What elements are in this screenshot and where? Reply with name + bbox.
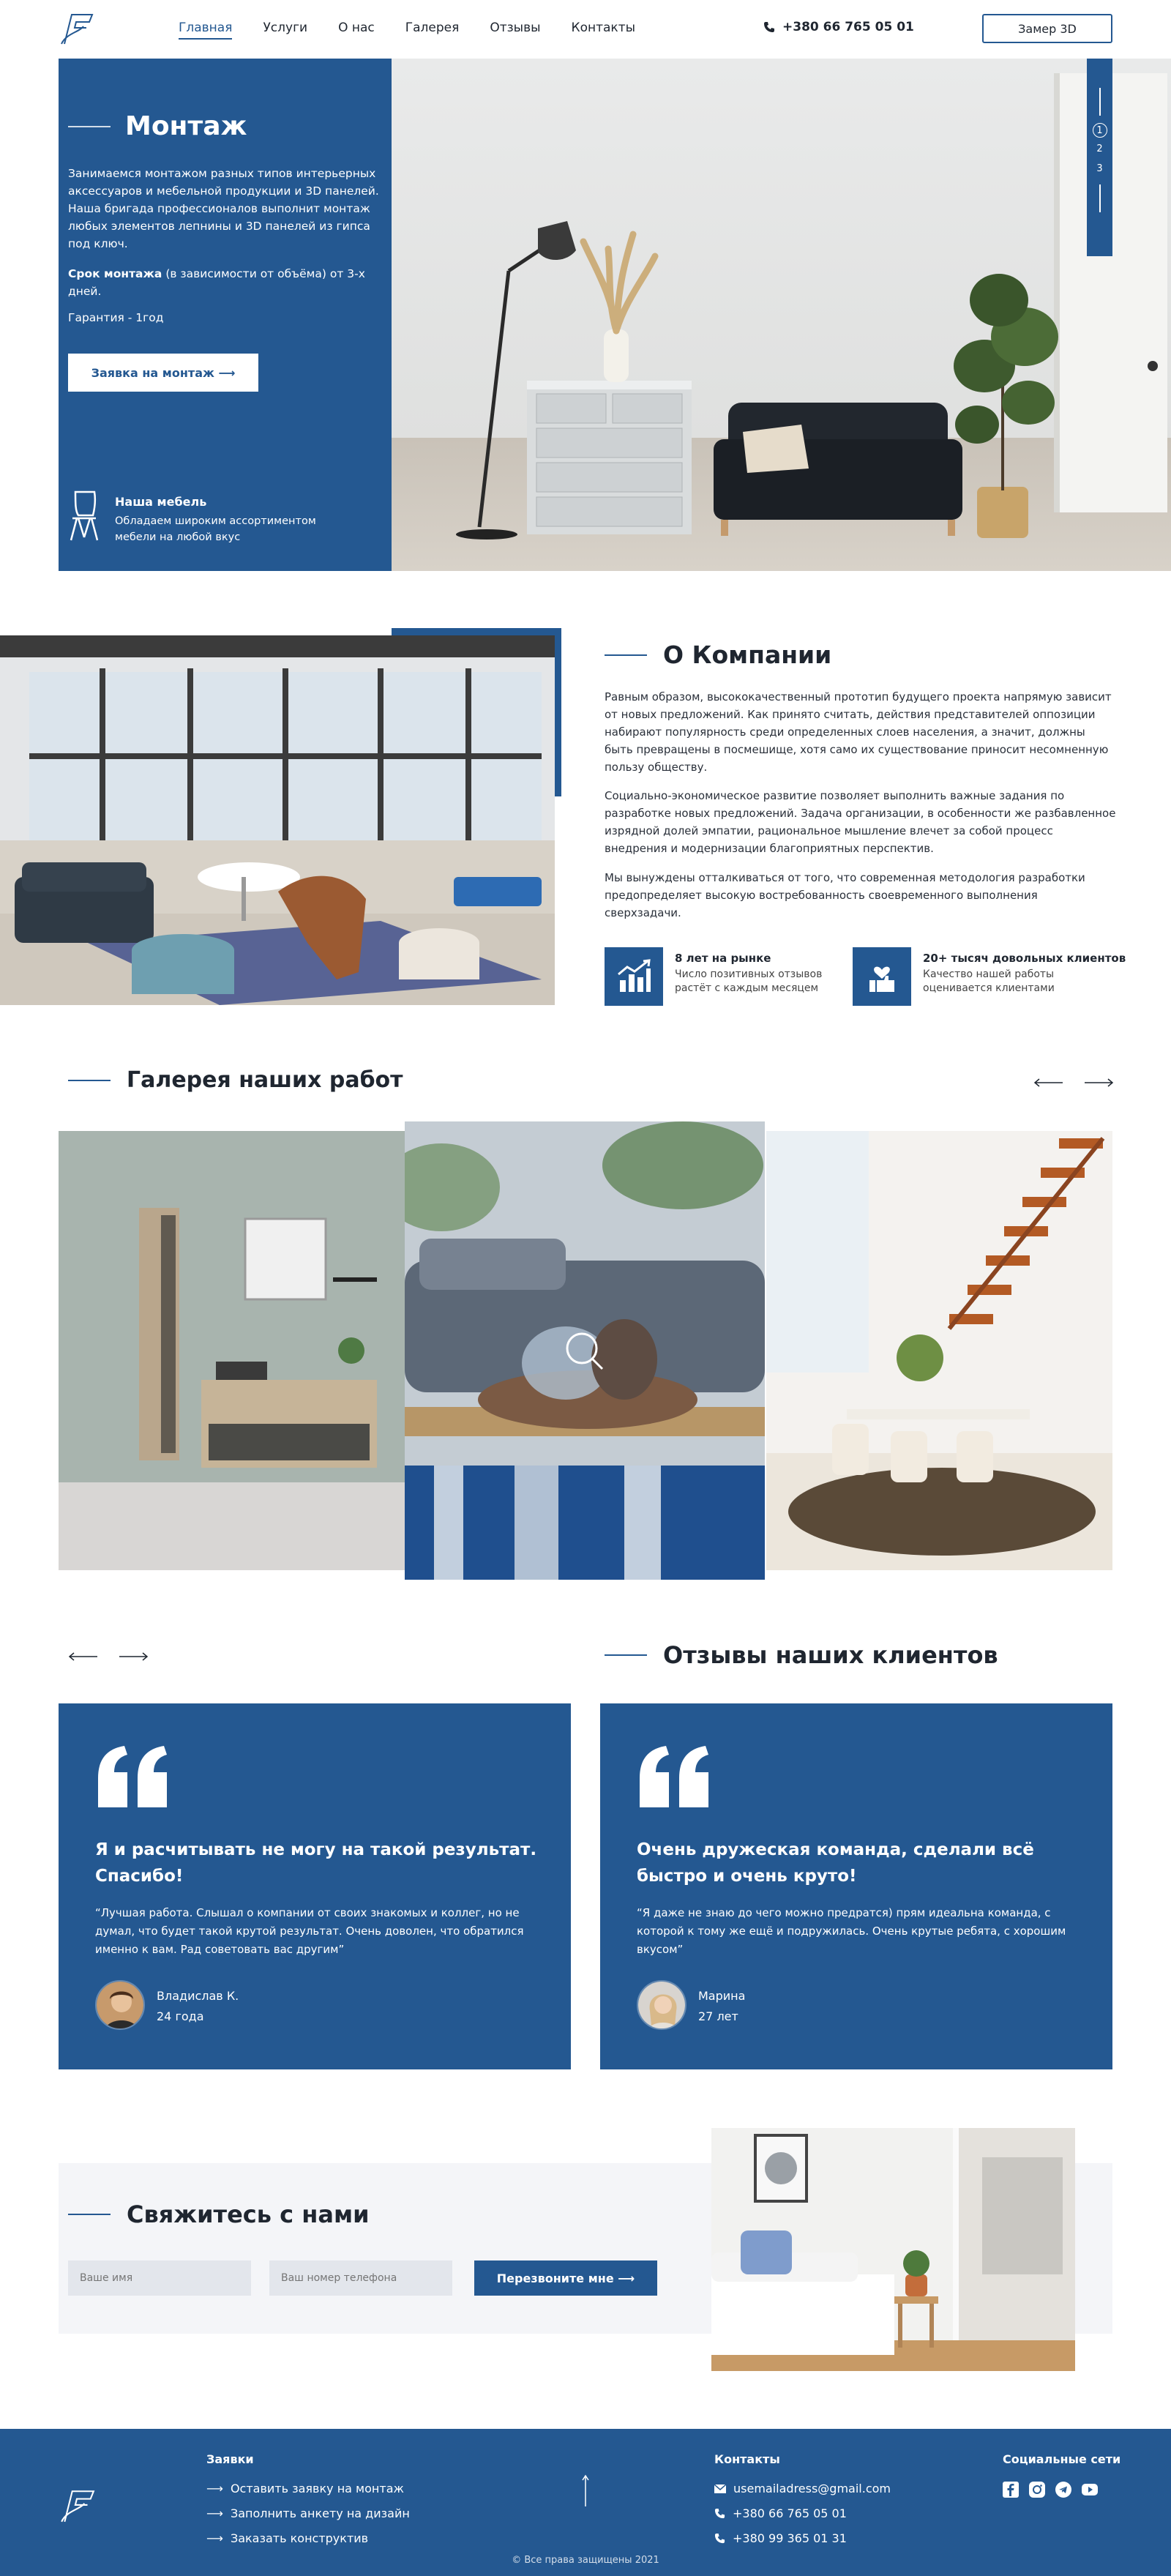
reviews-title-text: Отзывы наших клиентов bbox=[663, 1641, 998, 1669]
footer-phone[interactable] bbox=[714, 2506, 847, 2520]
gallery-item-stairs[interactable] bbox=[766, 1131, 1112, 1570]
title-line bbox=[68, 126, 111, 127]
telegram-icon[interactable] bbox=[1055, 2482, 1071, 2498]
stat-years-title: 8 лет на рынке bbox=[675, 952, 771, 965]
quote-icon bbox=[95, 1746, 170, 1807]
hero-term-rest: (в зависимости от объёма) от 3-х дней. bbox=[68, 267, 365, 298]
gallery-item-bathroom[interactable] bbox=[59, 1131, 405, 1570]
call-me-label: Перезвоните мне bbox=[496, 2271, 614, 2285]
scroll-up-icon[interactable] bbox=[581, 2474, 590, 2506]
reviewer-age: 24 года bbox=[157, 2009, 204, 2023]
title-line bbox=[68, 2214, 111, 2215]
nav-gallery[interactable]: Галерея bbox=[405, 20, 460, 35]
our-furniture-block[interactable] bbox=[68, 489, 334, 545]
mail-icon bbox=[714, 2484, 726, 2493]
slider-dot-active[interactable]: 1 bbox=[1093, 123, 1107, 138]
reviews-title bbox=[605, 1641, 998, 1669]
logo-icon[interactable] bbox=[59, 12, 95, 45]
hero-warranty: Гарантия - 1год bbox=[68, 311, 164, 324]
slider-dot-2[interactable]: 2 bbox=[1096, 143, 1103, 154]
header-phone-number: +380 66 765 05 01 bbox=[782, 20, 914, 34]
copyright: © Все права защищены 2021 bbox=[512, 2555, 659, 2566]
slider-line-top bbox=[1099, 88, 1101, 116]
hero-title bbox=[68, 111, 247, 141]
our-furniture-title: Наша мебель bbox=[115, 495, 207, 509]
phone-icon bbox=[714, 2533, 725, 2544]
about-title bbox=[605, 641, 831, 669]
review-headline: Очень дружеская команда, сделали всё быстро и очень круто! bbox=[637, 1840, 1034, 1886]
quote-icon bbox=[637, 1746, 711, 1807]
logo-icon[interactable] bbox=[59, 2487, 97, 2524]
footer-request-label: Оставить заявку на монтаж bbox=[230, 2482, 404, 2495]
instagram-icon[interactable] bbox=[1029, 2482, 1045, 2498]
footer-requests-title: Заявки bbox=[206, 2452, 254, 2466]
nav-about[interactable]: О нас bbox=[338, 20, 375, 35]
facebook-icon[interactable] bbox=[1003, 2482, 1019, 2498]
youtube-icon[interactable] bbox=[1082, 2482, 1098, 2498]
arrow-right-icon[interactable] bbox=[119, 1651, 149, 1662]
footer-email-text: usemailadress@gmail.com bbox=[733, 2482, 891, 2495]
name-input[interactable] bbox=[68, 2260, 251, 2296]
footer-email[interactable] bbox=[714, 2482, 891, 2495]
about-title-text: О Компании bbox=[663, 641, 832, 669]
arrow-right-icon: ⟶ bbox=[206, 2506, 223, 2520]
stat-years-description: Число позитивных отзывов растёт с каждым месяцем bbox=[675, 968, 823, 994]
arrow-right-icon: ⟶ bbox=[206, 2482, 223, 2495]
arrow-right-icon[interactable] bbox=[1085, 1078, 1114, 1088]
hero-interior-illustration bbox=[392, 59, 1171, 571]
header-phone[interactable] bbox=[763, 20, 914, 34]
slider-dot-3[interactable]: 3 bbox=[1096, 163, 1103, 174]
header bbox=[0, 0, 1171, 59]
hero-panel bbox=[59, 59, 392, 571]
avatar bbox=[637, 1980, 686, 2030]
stat-clients-description: Качество нашей работы оценивается клиентами bbox=[923, 968, 1055, 994]
footer bbox=[0, 2429, 1171, 2576]
phone-input[interactable] bbox=[269, 2260, 452, 2296]
stat-clients-text bbox=[923, 947, 1126, 1006]
contact-title-text: Свяжитесь с нами bbox=[127, 2200, 370, 2228]
review-card bbox=[59, 1703, 571, 2069]
footer-contacts-title: Контакты bbox=[714, 2452, 780, 2466]
title-line bbox=[605, 654, 647, 656]
stat-years-text bbox=[675, 947, 836, 1006]
footer-phone[interactable] bbox=[714, 2531, 847, 2545]
install-request-button[interactable] bbox=[68, 354, 258, 392]
hero-title-text: Монтаж bbox=[125, 111, 247, 141]
contact-photo bbox=[711, 2128, 1075, 2371]
nav-reviews[interactable]: Отзывы bbox=[490, 20, 541, 35]
gallery-title bbox=[68, 1067, 403, 1093]
title-line bbox=[68, 1080, 111, 1081]
arrow-left-icon[interactable] bbox=[68, 1651, 97, 1662]
thumbs-up-heart-icon bbox=[853, 947, 911, 1006]
nav-home[interactable]: Главная bbox=[179, 20, 232, 40]
footer-phone-text: +380 66 765 05 01 bbox=[733, 2506, 847, 2520]
hero-photo bbox=[392, 59, 1171, 571]
footer-request-link[interactable] bbox=[206, 2531, 368, 2545]
install-request-label: Заявка на монтаж bbox=[91, 365, 214, 380]
footer-phone-text: +380 99 365 01 31 bbox=[733, 2531, 847, 2545]
about-paragraph-3: Мы вынуждены отталкиваться от того, что современная методология разработки предопределяет высокую востребованность своевременного выполнения сверхзадачи. bbox=[605, 871, 1085, 919]
gallery-arrows bbox=[1033, 1078, 1114, 1088]
nav-contacts[interactable]: Контакты bbox=[571, 20, 636, 35]
about-paragraph-1: Равным образом, высококачественный прототип будущего проекта напрямую зависит от новых предложений. Как принято считать, действия представителей оппозиции набирают популярность среди определенных слоев населения, а значит, должны быть превращены в посмешище, хотя само их существование приносит несомненную пользу обществу. bbox=[605, 690, 1112, 774]
office-interior-illustration bbox=[0, 635, 555, 1005]
stat-clients-title: 20+ тысяч довольных клиентов bbox=[923, 952, 1126, 965]
hero-slider-nav bbox=[1087, 59, 1112, 256]
arrow-right-icon: ⟶ bbox=[206, 2531, 223, 2545]
about-photo bbox=[0, 635, 555, 1005]
arrow-right-icon: ⟶ bbox=[618, 2271, 635, 2285]
bedroom-illustration bbox=[711, 2128, 1075, 2371]
gallery-item-living-room[interactable] bbox=[405, 1121, 765, 1580]
social-icons bbox=[1003, 2482, 1098, 2498]
call-me-button[interactable] bbox=[474, 2260, 657, 2296]
reviewer-age: 27 лет bbox=[698, 2009, 738, 2023]
review-text: “Лучшая работа. Слышал о компании от своих знакомых и коллег, но не думал, что будет такой крутой результат. Очень доволен, что обратился именно к вам. Рад советовать вас другим” bbox=[95, 1906, 524, 1956]
measure-3d-button[interactable]: Замер 3D bbox=[982, 14, 1112, 43]
nav-services[interactable]: Услуги bbox=[263, 20, 308, 35]
gallery-title-text: Галерея наших работ bbox=[127, 1067, 403, 1093]
footer-request-label: Заказать конструктив bbox=[230, 2531, 369, 2545]
reviewer-name: Владислав К. bbox=[157, 1989, 239, 2003]
our-furniture-text bbox=[115, 489, 334, 545]
stat-years bbox=[605, 947, 836, 1006]
phone-icon bbox=[763, 21, 775, 33]
review-text: “Я даже не знаю до чего можно предратся) прям идеальна команда, с которой к тому же ещё и подружилась. Очень крутые ребята, с хорошим вкусом” bbox=[637, 1906, 1066, 1956]
about-paragraph-2: Социально-экономическое развитие позволяет выполнить важные задания по разработке новых предложений. Задача организации, в особенности же разбавленное изрядной долей эмпатии, рациональное мышление влечет за собой процесс внедрения и модернизации благоприятных перспектив. bbox=[605, 789, 1116, 855]
review-headline: Я и расчитывать не могу на такой результат. Спасибо! bbox=[95, 1840, 537, 1886]
growth-chart-icon bbox=[605, 947, 663, 1006]
stat-clients bbox=[853, 947, 1126, 1006]
reviews-arrows bbox=[68, 1651, 149, 1662]
footer-request-label: Заполнить анкету на дизайн bbox=[230, 2506, 410, 2520]
arrow-left-icon[interactable] bbox=[1033, 1078, 1063, 1088]
contact-title bbox=[68, 2200, 370, 2228]
hero-term bbox=[68, 265, 383, 300]
avatar bbox=[95, 1980, 145, 2030]
our-furniture-description: Обладаем широким ассортиментом мебели на любой вкус bbox=[115, 515, 316, 543]
chair-icon bbox=[68, 489, 100, 542]
hero-description: Занимаемся монтажом разных типов интерьерных аксессуаров и мебельной продукции и 3D панелей. Наша бригада профессионалов выполнит монтаж любых элементов лепнины и 3D панелей из гипса под ключ. bbox=[68, 167, 379, 250]
reviewer-name: Марина bbox=[698, 1989, 746, 2003]
title-line bbox=[605, 1654, 647, 1656]
arrow-right-icon: ⟶ bbox=[218, 365, 236, 380]
hero-term-bold: Срок монтажа bbox=[68, 267, 162, 280]
phone-icon bbox=[714, 2508, 725, 2519]
footer-request-link[interactable] bbox=[206, 2506, 410, 2520]
slider-line-bottom bbox=[1099, 184, 1101, 212]
review-card bbox=[600, 1703, 1112, 2069]
main-nav bbox=[179, 20, 635, 40]
footer-request-link[interactable] bbox=[206, 2482, 404, 2495]
footer-social-title: Социальные сети bbox=[1003, 2452, 1121, 2466]
